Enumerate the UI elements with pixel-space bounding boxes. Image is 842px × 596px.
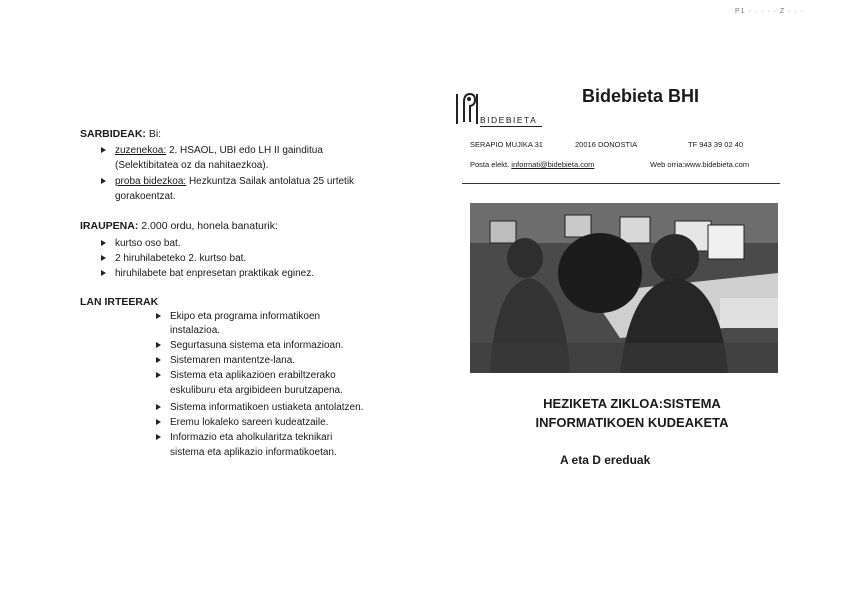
postal-code: 20016 DONOSTIA xyxy=(575,140,638,149)
lan-item-1-cont: instalazioa. xyxy=(170,325,221,336)
bullet-icon xyxy=(101,255,106,261)
lan-item-4: Sistema eta aplikazioen erabiltzerako xyxy=(170,370,336,381)
school-name: Bidebieta BHI xyxy=(582,86,700,106)
iraupena-item-1: kurtso oso bat. xyxy=(115,238,181,249)
sarbideak-item-1 xyxy=(115,144,323,157)
lan-item-2: Segurtasuna sistema eta informazioan. xyxy=(170,340,344,351)
bullet-icon xyxy=(156,313,161,319)
iraupena-label: IRAUPENA: xyxy=(80,220,139,232)
email-label: Posta elekt. xyxy=(470,160,510,169)
bullet-icon xyxy=(156,372,161,378)
lan-item-7: Informazio eta aholkularitza teknikari xyxy=(170,432,333,443)
sarbideak-item-2-prefix: proba bidezkoa: xyxy=(115,176,187,187)
bullet-icon xyxy=(156,342,161,348)
sarbideak-heading xyxy=(80,128,161,140)
sarbideak-item-1-prefix: zuzenekoa: xyxy=(115,145,167,156)
iraupena-heading xyxy=(80,220,278,232)
bullet-icon xyxy=(156,404,161,410)
iraupena-item-2: 2 hiruhilabeteko 2. kurtso bat. xyxy=(115,253,247,264)
sarbideak-item-2 xyxy=(115,175,354,188)
program-title-line2: INFORMATIKOEN KUDEAKETA xyxy=(535,415,729,430)
logo-text: BIDEBIETA xyxy=(480,115,538,125)
iraupena-rest: 2.000 ordu, honela banaturik: xyxy=(141,220,278,232)
address: SERAPIO MUJIKA 31 xyxy=(470,140,543,149)
sarbideak-rest: Bi: xyxy=(148,128,162,140)
bullet-icon xyxy=(101,270,106,276)
website: Web orria:www.bidebieta.com xyxy=(650,160,750,169)
email-row xyxy=(470,160,594,169)
email-link[interactable]: informati@bidebieta.com xyxy=(511,160,595,169)
lan-item-6: Eremu lokaleko sareen kudeatzaile. xyxy=(170,417,329,428)
bullet-icon xyxy=(101,147,106,153)
divider xyxy=(462,183,780,184)
program-title-line1: HEZIKETA ZIKLOA:SISTEMA xyxy=(543,396,721,411)
language-models: A eta D ereduak xyxy=(560,453,651,467)
bullet-icon xyxy=(101,240,106,246)
lan-item-4-cont: eskuliburu eta argibideen burutzapena. xyxy=(170,385,343,396)
sarbideak-item-2-text: Hezkuntza Sailak antolatua 25 urtetik xyxy=(188,176,355,187)
sarbideak-item-1-text: 2. HSAOL, UBI edo LH II gainditua xyxy=(168,145,323,156)
classroom-photo xyxy=(470,203,778,373)
lan-item-5: Sistema informatikoen ustiaketa antolatzen. xyxy=(170,402,364,413)
sarbideak-label: SARBIDEAK: xyxy=(80,128,146,140)
scan-mark: P1 · · · · · Z · · · xyxy=(735,8,804,15)
bullet-icon xyxy=(101,178,106,184)
bullet-icon xyxy=(156,357,161,363)
sarbideak-item-2-cont: gorakoentzat. xyxy=(115,191,176,202)
lan-item-1: Ekipo eta programa informatikoen xyxy=(170,311,321,322)
lan-item-3: Sistemaren mantentze-lana. xyxy=(170,355,296,366)
phone: TF 943 39 02 40 xyxy=(688,140,744,149)
bullet-icon xyxy=(156,434,161,440)
sarbideak-item-1-cont: (Selektibitatea oz da nahitaezkoa). xyxy=(115,160,269,171)
lan-irteerak-heading: LAN IRTEERAK xyxy=(80,296,159,308)
lan-item-7-cont: sistema eta aplikazio informatikoetan. xyxy=(170,447,337,458)
bullet-icon xyxy=(156,419,161,425)
iraupena-item-3: hiruhilabete bat enpresetan praktikak eginez. xyxy=(115,268,315,279)
